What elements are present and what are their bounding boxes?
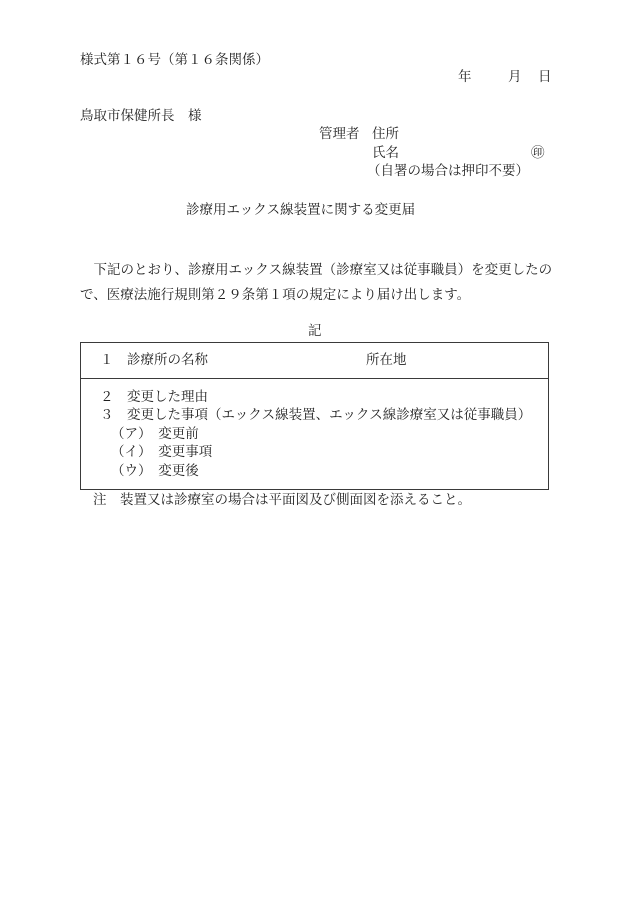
table-divider (80, 378, 549, 379)
document-title: 診療用エックス線装置に関する変更届 (186, 202, 416, 218)
applicant-address-label: 住所 (372, 126, 399, 142)
sub-item-before: （ア） 変更前 (111, 426, 199, 442)
sub-item-change: （イ） 変更事項 (111, 444, 213, 460)
date-day-label: 日 (538, 69, 552, 85)
footnote: 注 装置又は診療室の場合は平面図及び側面図を添えること。 (93, 492, 471, 508)
body-paragraph-line: で、医療法施行規則第２９条第１項の規定により届け出します。 (80, 287, 471, 303)
sub-item-after: （ウ） 変更後 (111, 463, 199, 479)
location-label: 所在地 (366, 352, 407, 368)
addressee: 鳥取市保健所長 様 (80, 108, 202, 124)
applicant-name-label: 氏名 (372, 145, 399, 161)
applicant-role-label: 管理者 (319, 126, 360, 142)
seal-note: （自署の場合は押印不要） (367, 163, 529, 179)
date-month-label: 月 (508, 69, 522, 85)
clinic-name-label: １ 診療所の名称 (100, 352, 208, 368)
changed-items-label: ３ 変更した事項（エックス線装置、エックス線診療室又は従事職員） (100, 407, 532, 423)
body-paragraph-line: 下記のとおり、診療用エックス線装置（診療室又は従事職員）を変更したの (80, 262, 553, 278)
change-reason-label: ２ 変更した理由 (100, 389, 208, 405)
date-year-label: 年 (458, 69, 472, 85)
seal-icon: ㊞ (531, 145, 545, 161)
ki-heading: 記 (308, 323, 322, 339)
form-number: 様式第１６号（第１６条関係） (80, 52, 269, 68)
